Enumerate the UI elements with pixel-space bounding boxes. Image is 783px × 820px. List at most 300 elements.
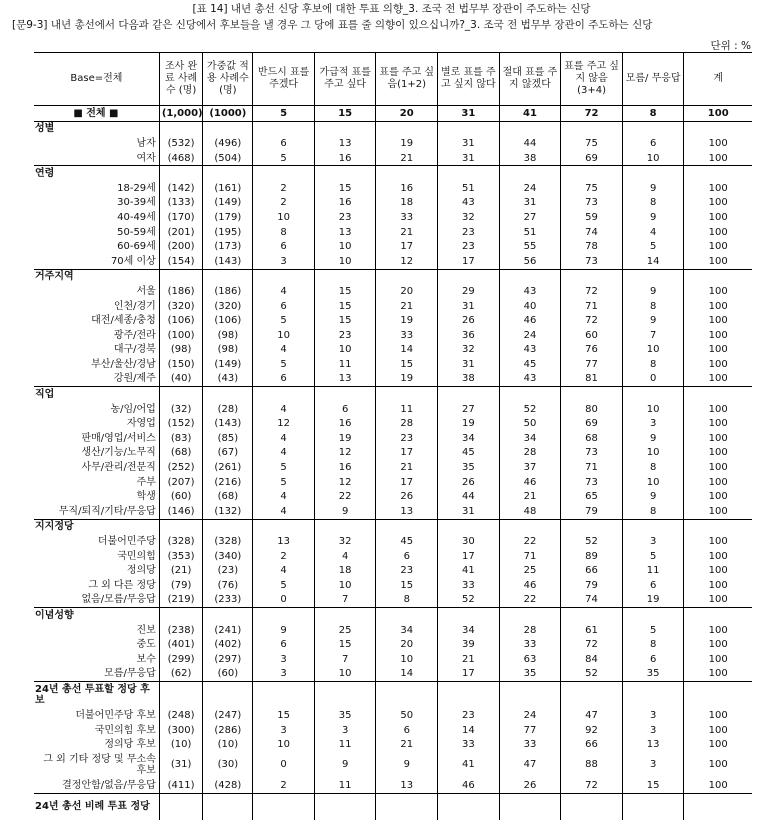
cell-value: 4 <box>253 504 315 519</box>
cell-value: 4 <box>253 563 315 578</box>
cell-value: (133) <box>159 196 203 211</box>
cell-value: (300) <box>159 723 203 738</box>
cell-value: 10 <box>314 239 376 254</box>
cell-value <box>314 793 376 820</box>
cell-value <box>253 121 315 136</box>
cell-value: 89 <box>561 549 623 564</box>
row-label: 대전/세종/충청 <box>91 315 156 327</box>
cell-value: 50 <box>499 416 561 431</box>
cell-value <box>159 608 203 623</box>
cell-value: 35 <box>499 667 561 682</box>
cell-value: 23 <box>314 328 376 343</box>
cell-value: 84 <box>561 652 623 667</box>
cell-value <box>203 121 253 136</box>
table-row <box>34 239 752 254</box>
row-label: 사무/관리/전문직 <box>81 462 156 474</box>
cell-value <box>499 269 561 284</box>
row-label: 부산/울산/경남 <box>91 358 156 370</box>
cell-value: 8 <box>622 106 684 122</box>
cell-value: (62) <box>159 667 203 682</box>
row-label: 무직/퇴직/기타/무응답 <box>58 505 156 517</box>
cell-value <box>253 682 315 709</box>
group-header-row <box>34 793 752 820</box>
cell-value: 100 <box>684 737 752 752</box>
cell-value <box>203 519 253 534</box>
cell-value: 69 <box>561 151 623 166</box>
cell-value: (428) <box>203 778 253 793</box>
table-row <box>34 416 752 431</box>
cell-value: 7 <box>314 652 376 667</box>
cell-value: (1000) <box>203 106 253 122</box>
cell-value: 71 <box>561 460 623 475</box>
cell-value <box>684 269 752 284</box>
cell-value <box>622 682 684 709</box>
cell-value: 100 <box>684 446 752 461</box>
cell-value: 100 <box>684 313 752 328</box>
cell-value: 21 <box>376 299 438 314</box>
table-row <box>34 402 752 417</box>
cell-value: 31 <box>438 504 500 519</box>
cell-value: 43 <box>438 196 500 211</box>
column-header: 별로 표를 주고 싶지 않다 <box>438 53 500 106</box>
cell-value: 52 <box>561 534 623 549</box>
table-row <box>34 708 752 723</box>
cell-value: 13 <box>376 504 438 519</box>
cell-value: (10) <box>203 737 253 752</box>
cell-value <box>159 682 203 709</box>
cell-value <box>203 608 253 623</box>
row-label: 그 외 다른 정당 <box>88 579 156 591</box>
row-label: 국민의힘 후보 <box>94 724 156 736</box>
cell-value: 44 <box>438 489 500 504</box>
cell-value: 5 <box>253 578 315 593</box>
cell-value: 3 <box>314 723 376 738</box>
cell-value: 9 <box>314 752 376 778</box>
cell-value: 77 <box>499 723 561 738</box>
cell-value: 75 <box>561 181 623 196</box>
cell-value: 10 <box>622 446 684 461</box>
table-row <box>34 299 752 314</box>
cell-value: 71 <box>499 549 561 564</box>
results-table <box>34 52 752 820</box>
header-base: Base=전체 <box>34 53 159 106</box>
group-header-row <box>34 269 752 284</box>
cell-value: 65 <box>561 489 623 504</box>
table-row <box>34 593 752 608</box>
cell-value: 6 <box>253 637 315 652</box>
group-header-row <box>34 121 752 136</box>
cell-value <box>203 793 253 820</box>
cell-value: (132) <box>203 504 253 519</box>
cell-value <box>622 166 684 181</box>
cell-value: (353) <box>159 549 203 564</box>
row-label: 40-49세 <box>117 211 156 223</box>
cell-value: 72 <box>561 284 623 299</box>
cell-value: 100 <box>684 593 752 608</box>
row-label: ■ 전체 ■ <box>34 106 159 122</box>
cell-value: (154) <box>159 254 203 269</box>
cell-value: 52 <box>438 593 500 608</box>
cell-value: 46 <box>499 578 561 593</box>
cell-value: 6 <box>622 578 684 593</box>
cell-value: 10 <box>622 343 684 358</box>
cell-value: 71 <box>561 299 623 314</box>
cell-value: 6 <box>376 549 438 564</box>
row-label: 진보 <box>136 624 156 636</box>
cell-value: 13 <box>314 372 376 387</box>
cell-value <box>438 519 500 534</box>
cell-value: 31 <box>499 196 561 211</box>
cell-value <box>376 387 438 402</box>
cell-value: 6 <box>253 299 315 314</box>
cell-value: 8 <box>622 196 684 211</box>
cell-value: 73 <box>561 254 623 269</box>
table-row <box>34 752 752 778</box>
cell-value: (10) <box>159 737 203 752</box>
cell-value: 73 <box>561 475 623 490</box>
cell-value: (252) <box>159 460 203 475</box>
cell-value: 12 <box>314 475 376 490</box>
cell-value: 3 <box>253 667 315 682</box>
question-text: [문9-3] 내년 총선에서 다음과 같은 신당에서 후보들을 낼 경우 그 당에 표를 줄 의향이 있으십니까?_3. 조국 전 법무부 장관이 주도하는 신당 <box>12 19 653 31</box>
cell-value <box>253 519 315 534</box>
cell-value: (195) <box>203 225 253 240</box>
cell-value: 43 <box>499 284 561 299</box>
cell-value: 72 <box>561 778 623 793</box>
cell-value: 100 <box>684 504 752 519</box>
group-label: 연령 <box>34 166 159 181</box>
cell-value <box>253 269 315 284</box>
cell-value: 33 <box>499 637 561 652</box>
cell-value: (401) <box>159 637 203 652</box>
cell-value: 31 <box>438 106 500 122</box>
cell-value: 32 <box>438 343 500 358</box>
cell-value: 100 <box>684 225 752 240</box>
cell-value: (31) <box>159 752 203 778</box>
cell-value: 100 <box>684 667 752 682</box>
cell-value <box>376 793 438 820</box>
cell-value: (68) <box>203 489 253 504</box>
cell-value: 23 <box>376 563 438 578</box>
row-label: 30-39세 <box>117 197 156 209</box>
row-label: 70세 이상 <box>110 255 156 267</box>
cell-value: 9 <box>314 504 376 519</box>
cell-value: (21) <box>159 563 203 578</box>
cell-value <box>561 682 623 709</box>
cell-value: 28 <box>376 416 438 431</box>
row-label: 판매/영업/서비스 <box>81 432 156 444</box>
table-row <box>34 328 752 343</box>
unit-label: 단위 : % <box>710 40 751 52</box>
cell-value: 31 <box>438 299 500 314</box>
cell-value: 15 <box>376 578 438 593</box>
cell-value: 100 <box>684 623 752 638</box>
cell-value: 34 <box>376 623 438 638</box>
column-header: 반드시 표를 주겠다 <box>253 53 315 106</box>
cell-value: 0 <box>253 593 315 608</box>
cell-value: 4 <box>253 402 315 417</box>
cell-value: 5 <box>253 151 315 166</box>
cell-value: (142) <box>159 181 203 196</box>
cell-value: 14 <box>622 254 684 269</box>
cell-value: 100 <box>684 549 752 564</box>
row-label: 농/임/어업 <box>110 403 156 415</box>
cell-value <box>684 793 752 820</box>
cell-value: 26 <box>499 778 561 793</box>
cell-value: 31 <box>438 136 500 151</box>
cell-value: 28 <box>499 446 561 461</box>
cell-value: 11 <box>376 402 438 417</box>
table-row <box>34 284 752 299</box>
cell-value: (328) <box>159 534 203 549</box>
cell-value: 79 <box>561 578 623 593</box>
cell-value: 100 <box>684 752 752 778</box>
cell-value: (201) <box>159 225 203 240</box>
cell-value: (496) <box>203 136 253 151</box>
cell-value: (149) <box>203 196 253 211</box>
cell-value: (98) <box>159 343 203 358</box>
cell-value: 47 <box>561 708 623 723</box>
cell-value: 41 <box>499 106 561 122</box>
cell-value <box>561 269 623 284</box>
cell-value: (247) <box>203 708 253 723</box>
cell-value: (261) <box>203 460 253 475</box>
cell-value: (286) <box>203 723 253 738</box>
cell-value: (320) <box>203 299 253 314</box>
cell-value: (299) <box>159 652 203 667</box>
cell-value: 56 <box>499 254 561 269</box>
cell-value <box>159 166 203 181</box>
cell-value: 100 <box>684 357 752 372</box>
cell-value: 24 <box>499 708 561 723</box>
cell-value: 66 <box>561 563 623 578</box>
cell-value: 11 <box>314 357 376 372</box>
cell-value <box>684 387 752 402</box>
cell-value: 16 <box>376 181 438 196</box>
cell-value: 45 <box>376 534 438 549</box>
cell-value: 11 <box>314 737 376 752</box>
cell-value: 100 <box>684 534 752 549</box>
row-label: 더불어민주당 <box>97 536 156 548</box>
cell-value <box>499 608 561 623</box>
group-header-row <box>34 519 752 534</box>
cell-value: (85) <box>203 431 253 446</box>
cell-value: 100 <box>684 372 752 387</box>
cell-value: 21 <box>376 460 438 475</box>
cell-value: 27 <box>499 210 561 225</box>
cell-value: 19 <box>376 313 438 328</box>
cell-value: 52 <box>499 402 561 417</box>
cell-value: 10 <box>314 254 376 269</box>
cell-value: 63 <box>499 652 561 667</box>
cell-value: 36 <box>438 328 500 343</box>
column-header: 절대 표를 주지 않겠다 <box>499 53 561 106</box>
cell-value: 9 <box>622 489 684 504</box>
cell-value: 41 <box>438 752 500 778</box>
cell-value: 13 <box>314 136 376 151</box>
cell-value: 100 <box>684 708 752 723</box>
cell-value: (30) <box>203 752 253 778</box>
cell-value: 4 <box>622 225 684 240</box>
cell-value: 15 <box>314 313 376 328</box>
cell-value <box>499 793 561 820</box>
cell-value <box>684 166 752 181</box>
cell-value: (297) <box>203 652 253 667</box>
cell-value: 51 <box>438 181 500 196</box>
cell-value: 4 <box>253 431 315 446</box>
cell-value: (411) <box>159 778 203 793</box>
cell-value: 26 <box>438 313 500 328</box>
total-row <box>34 106 752 122</box>
table-row <box>34 534 752 549</box>
cell-value: 20 <box>376 284 438 299</box>
cell-value: 8 <box>253 225 315 240</box>
cell-value <box>622 269 684 284</box>
table-row <box>34 578 752 593</box>
cell-value <box>376 121 438 136</box>
cell-value: 35 <box>438 460 500 475</box>
table-row <box>34 181 752 196</box>
cell-value <box>253 608 315 623</box>
cell-value: 3 <box>622 723 684 738</box>
cell-value: 3 <box>622 752 684 778</box>
table-row <box>34 460 752 475</box>
cell-value: 21 <box>376 225 438 240</box>
cell-value: 74 <box>561 593 623 608</box>
cell-value: 52 <box>561 667 623 682</box>
cell-value: 19 <box>376 136 438 151</box>
cell-value: 9 <box>622 181 684 196</box>
cell-value: 100 <box>684 563 752 578</box>
cell-value <box>253 387 315 402</box>
cell-value <box>203 269 253 284</box>
cell-value <box>159 269 203 284</box>
cell-value: 15 <box>314 637 376 652</box>
cell-value <box>376 519 438 534</box>
cell-value: 13 <box>376 778 438 793</box>
group-label: 24년 총선 비례 투표 정당 <box>34 793 159 820</box>
cell-value: (60) <box>203 667 253 682</box>
row-label: 60-69세 <box>117 241 156 253</box>
cell-value: 35 <box>622 667 684 682</box>
row-label: 보수 <box>136 653 156 665</box>
cell-value: 46 <box>499 475 561 490</box>
cell-value: 34 <box>438 623 500 638</box>
cell-value: 9 <box>622 284 684 299</box>
cell-value: 100 <box>684 328 752 343</box>
cell-value: 100 <box>684 431 752 446</box>
cell-value: 27 <box>438 402 500 417</box>
column-header: 모름/ 무응답 <box>622 53 684 106</box>
cell-value: 14 <box>438 723 500 738</box>
cell-value: 22 <box>499 593 561 608</box>
cell-value: 68 <box>561 431 623 446</box>
row-label: 대구/경북 <box>113 344 156 356</box>
cell-value <box>622 387 684 402</box>
cell-value: (170) <box>159 210 203 225</box>
cell-value: 34 <box>438 431 500 446</box>
cell-value <box>622 608 684 623</box>
table-title: [표 14] 내년 총선 신당 후보에 대한 투표 의향_3. 조국 전 법무부 장관이 주도하는 신당 <box>192 3 591 15</box>
cell-value: (248) <box>159 708 203 723</box>
cell-value: 15 <box>622 778 684 793</box>
column-header: 표를 주고 싶음(1+2) <box>376 53 438 106</box>
cell-value: (216) <box>203 475 253 490</box>
cell-value: 77 <box>561 357 623 372</box>
cell-value: 18 <box>376 196 438 211</box>
cell-value: 32 <box>314 534 376 549</box>
row-label: 생산/기능/노무직 <box>81 447 156 459</box>
cell-value: 76 <box>561 343 623 358</box>
cell-value: 9 <box>622 313 684 328</box>
cell-value: 23 <box>314 210 376 225</box>
cell-value <box>561 121 623 136</box>
cell-value <box>159 519 203 534</box>
cell-value: 51 <box>499 225 561 240</box>
cell-value: (207) <box>159 475 203 490</box>
cell-value: 8 <box>622 637 684 652</box>
cell-value: 2 <box>253 181 315 196</box>
cell-value: 34 <box>499 431 561 446</box>
cell-value <box>438 682 500 709</box>
cell-value: 50 <box>376 708 438 723</box>
cell-value: 33 <box>376 328 438 343</box>
cell-value: 21 <box>376 737 438 752</box>
cell-value: (98) <box>203 343 253 358</box>
cell-value: 16 <box>314 196 376 211</box>
cell-value: 9 <box>622 431 684 446</box>
cell-value: (143) <box>203 254 253 269</box>
cell-value <box>376 269 438 284</box>
cell-value: 4 <box>253 446 315 461</box>
cell-value <box>438 608 500 623</box>
cell-value: (219) <box>159 593 203 608</box>
cell-value: 3 <box>253 723 315 738</box>
row-label: 자영업 <box>126 418 156 430</box>
cell-value <box>314 682 376 709</box>
group-label: 지지정당 <box>34 519 159 534</box>
cell-value: (152) <box>159 416 203 431</box>
cell-value <box>253 166 315 181</box>
cell-value: 80 <box>561 402 623 417</box>
cell-value: 30 <box>438 534 500 549</box>
cell-value: 15 <box>253 708 315 723</box>
cell-value: 35 <box>314 708 376 723</box>
cell-value: 72 <box>561 637 623 652</box>
cell-value: 15 <box>314 106 376 122</box>
cell-value: 20 <box>376 106 438 122</box>
cell-value <box>622 793 684 820</box>
table-body <box>34 106 752 820</box>
table-row <box>34 563 752 578</box>
cell-value: (238) <box>159 623 203 638</box>
cell-value: 41 <box>438 563 500 578</box>
cell-value: 38 <box>438 372 500 387</box>
cell-value: 100 <box>684 181 752 196</box>
row-label: 18-29세 <box>117 182 156 194</box>
cell-value: 47 <box>499 752 561 778</box>
cell-value <box>622 121 684 136</box>
cell-value: (179) <box>203 210 253 225</box>
column-header: 표를 주고 싶지 않음(3+4) <box>561 53 623 106</box>
cell-value: (23) <box>203 563 253 578</box>
cell-value <box>684 121 752 136</box>
cell-value: 100 <box>684 637 752 652</box>
column-header: 조사 완료 사례수 (명) <box>159 53 203 106</box>
cell-value: 100 <box>684 254 752 269</box>
cell-value: (200) <box>159 239 203 254</box>
cell-value: (60) <box>159 489 203 504</box>
